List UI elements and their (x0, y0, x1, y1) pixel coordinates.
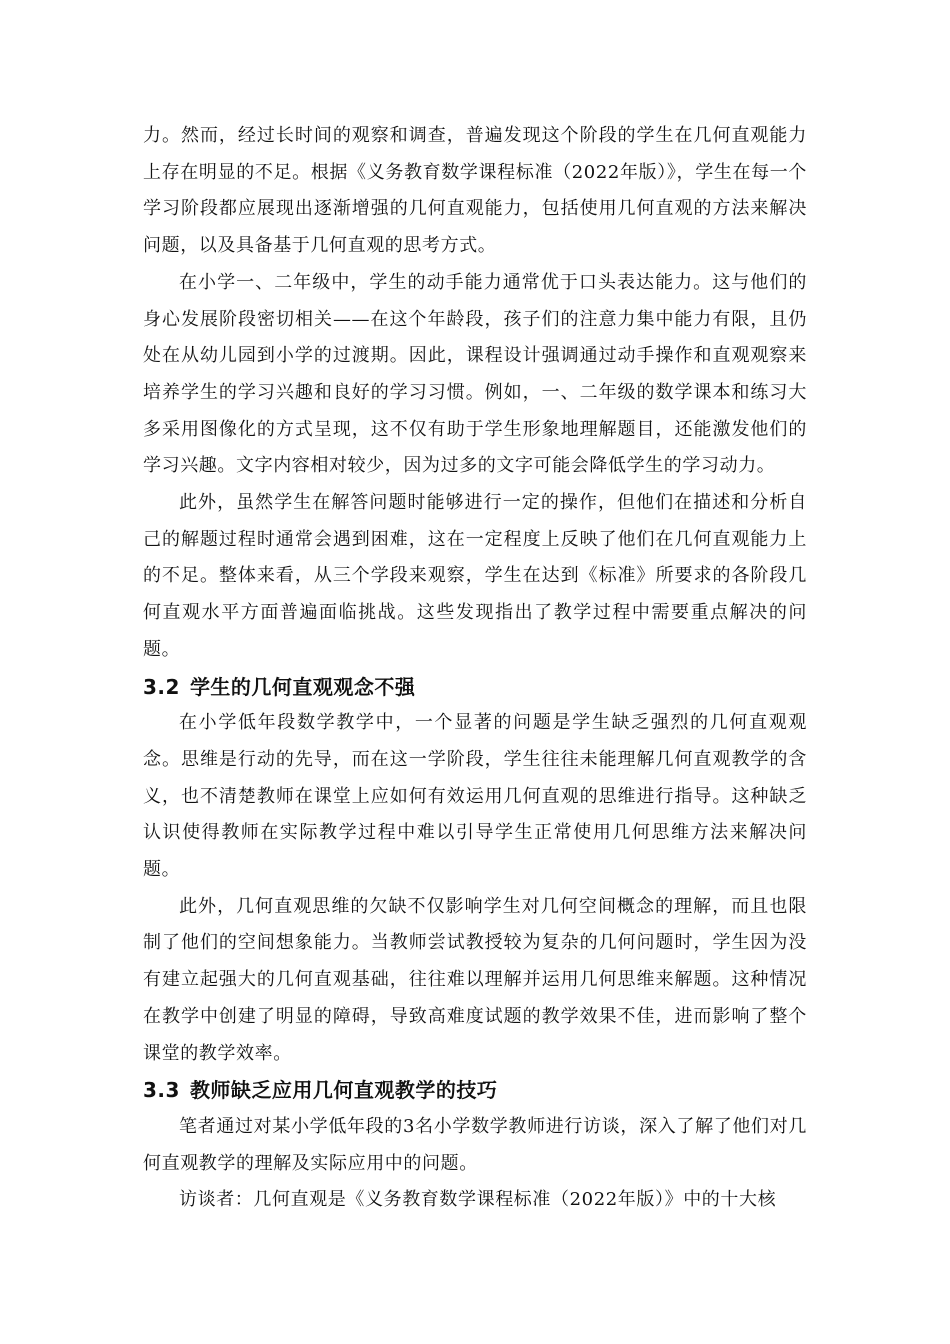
section-number: 3.3 (143, 1078, 180, 1103)
paragraph-3-3-b: 访谈者：几何直观是《义务教育数学课程标准（2022年版）》中的十大核 (179, 1189, 777, 1211)
section-title: 学生的几何直观观念不强 (189, 674, 416, 699)
section-number: 3.2 (143, 674, 180, 699)
paragraph-additionally: 此外，虽然学生在解答问题时能够进行一定的操作，但他们在描述和分析自己的解题过程时通常会遇到困难，这在一定程度上反映了他们在几何直观能力上的不足。整体来看，从三个学段来观察，学生在达到《标准》所要求的各阶段几何直观水平方面普遍面临挑战。这些发现指出了教学过程中需要重点解决的问题。 (143, 492, 807, 660)
section-heading-3-3 (143, 1072, 807, 1109)
section-title: 教师缺乏应用几何直观教学的技巧 (189, 1078, 498, 1103)
paragraph-3-2-b: 此外，几何直观思维的欠缺不仅影响学生对几何空间概念的理解，而且也限制了他们的空间想象能力。当教师尝试教授较为复杂的几何问题时，学生因为没有建立起强大的几何直观基础，往往难以理解并运用几何思维来解题。这种情况在教学中创建了明显的障碍，导致高难度试题的教学效果不佳，进而影响了整个课堂的教学效率。 (143, 895, 807, 1064)
paragraph-continuation: 力。然而，经过长时间的观察和调查，普遍发现这个阶段的学生在几何直观能力上存在明显的不足。根据《义务教育数学课程标准（2022年版）》，学生在每一个学习阶段都应展现出逐渐增强的几何直观能力，包括使用几何直观的方法来解决问题，以及具备基于几何直观的思考方式。 (143, 125, 807, 257)
section-heading-3-2 (143, 669, 807, 706)
paragraph-3-2-a: 在小学低年段数学教学中，一个显著的问题是学生缺乏强烈的几何直观观念。思维是行动的先导，而在这一学阶段，学生往往未能理解几何直观教学的含义，也不清楚教师在课堂上应如何有效运用几何直观的思维进行指导。这种缺乏认识使得教师在实际教学过程中难以引导学生正常使用几何思维方法来解决问题。 (143, 712, 807, 881)
paragraph-early-grades: 在小学一、二年级中，学生的动手能力通常优于口头表达能力。这与他们的身心发展阶段密切相关——在这个年龄段，孩子们的注意力集中能力有限，且仍处在从幼儿园到小学的过渡期。因此，课程设计强调通过动手操作和直观观察来培养学生的学习兴趣和良好的学习习惯。例如，一、二年级的数学课本和练习大多采用图像化的方式呈现，这不仅有助于学生形象地理解题目，还能激发他们的学习兴趣。文字内容相对较少，因为过多的文字可能会降低学生的学习动力。 (143, 271, 807, 477)
document-page (143, 118, 807, 1219)
paragraph-3-3-a: 笔者通过对某小学低年段的3名小学数学教师进行访谈，深入了解了他们对几何直观教学的理解及实际应用中的问题。 (143, 1115, 807, 1174)
